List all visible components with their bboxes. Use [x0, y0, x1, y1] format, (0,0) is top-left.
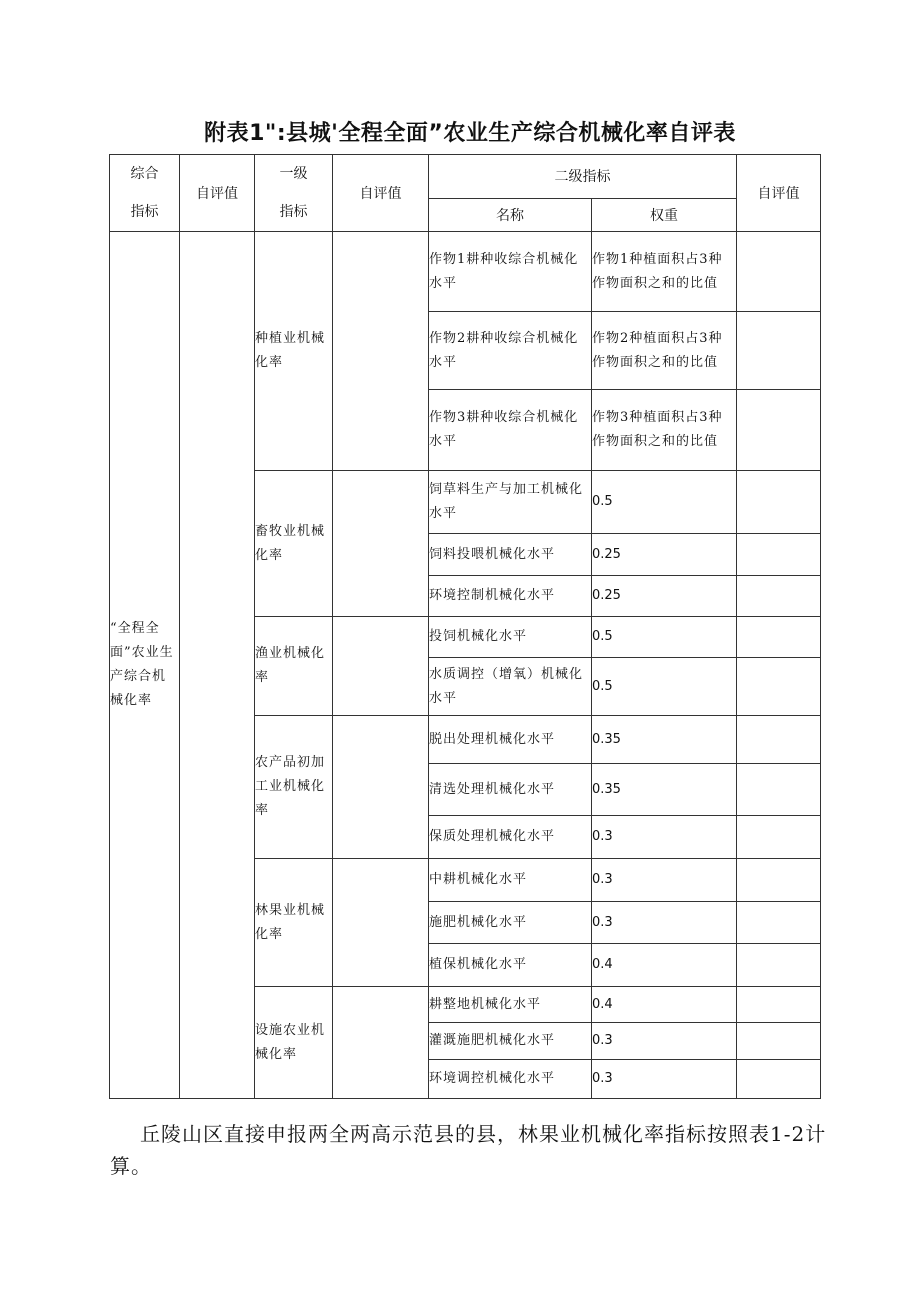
level2-weight-cell: 0.35: [592, 764, 737, 816]
level1-self-eval-cell[interactable]: [333, 859, 429, 987]
level2-name-cell: 施肥机械化水平: [429, 902, 592, 944]
level2-name-cell: 投饲机械化水平: [429, 617, 592, 658]
level2-name-cell: 保质处理机械化水平: [429, 816, 592, 859]
level2-name-cell: 饲料投喂机械化水平: [429, 534, 592, 576]
composite-indicator-cell: “全程全面”农业生产综合机械化率: [110, 232, 180, 1099]
header-name: 名称: [429, 198, 592, 231]
level2-weight-cell: 0.25: [592, 576, 737, 617]
level2-weight-cell: 作物1种植面积占3种作物面积之和的比值: [592, 232, 737, 312]
level2-name-cell: 植保机械化水平: [429, 944, 592, 987]
level1-name-cell: 农产品初加工业机械化率: [255, 716, 333, 859]
level2-weight-cell: 0.35: [592, 716, 737, 764]
footnote-paragraph: 丘陵山区直接申报两全两高示范县的县，林果业机械化率指标按照表1-2计算。: [110, 1122, 827, 1178]
level2-weight-cell: 作物2种植面积占3种作物面积之和的比值: [592, 312, 737, 390]
header-self-eval-level2: 自评值: [737, 155, 821, 232]
level1-name-cell: 渔业机械化率: [255, 617, 333, 716]
level2-self-eval-cell[interactable]: [737, 944, 821, 987]
level2-name-cell: 作物2耕种收综合机械化水平: [429, 312, 592, 390]
level2-self-eval-cell[interactable]: [737, 987, 821, 1023]
level1-self-eval-cell[interactable]: [333, 987, 429, 1099]
level2-weight-cell: 0.3: [592, 902, 737, 944]
level1-name-cell: 畜牧业机械化率: [255, 471, 333, 617]
level1-self-eval-cell[interactable]: [333, 716, 429, 859]
level2-name-cell: 作物1耕种收综合机械化水平: [429, 232, 592, 312]
composite-self-eval-cell[interactable]: [180, 232, 255, 1099]
level2-self-eval-cell[interactable]: [737, 658, 821, 716]
level2-weight-cell: 0.3: [592, 816, 737, 859]
level1-self-eval-cell[interactable]: [333, 471, 429, 617]
level1-name-cell: 林果业机械化率: [255, 859, 333, 987]
table-row: [110, 232, 821, 312]
level2-self-eval-cell[interactable]: [737, 859, 821, 902]
level2-name-cell: 灌溉施肥机械化水平: [429, 1023, 592, 1060]
level2-name-cell: 水质调控（增氧）机械化水平: [429, 658, 592, 716]
header-composite-indicator: 综合 指标: [110, 155, 180, 232]
header-weight: 权重: [592, 198, 737, 231]
level2-weight-cell: 0.25: [592, 534, 737, 576]
page-title: 附表1":县城'全程全面”农业生产综合机械化率自评表: [204, 121, 736, 146]
header-self-eval-level1: 自评值: [333, 155, 429, 232]
level1-self-eval-cell[interactable]: [333, 617, 429, 716]
level2-weight-cell: 0.4: [592, 944, 737, 987]
level2-self-eval-cell[interactable]: [737, 1060, 821, 1099]
level2-weight-cell: 0.5: [592, 471, 737, 534]
level1-name-cell: 设施农业机械化率: [255, 987, 333, 1099]
level2-weight-cell: 0.3: [592, 1023, 737, 1060]
level2-name-cell: 作物3耕种收综合机械化水平: [429, 390, 592, 471]
header-self-eval-composite: 自评值: [180, 155, 255, 232]
level2-name-cell: 脱出处理机械化水平: [429, 716, 592, 764]
level2-self-eval-cell[interactable]: [737, 716, 821, 764]
level2-name-cell: 耕整地机械化水平: [429, 987, 592, 1023]
level2-self-eval-cell[interactable]: [737, 471, 821, 534]
level2-name-cell: 环境控制机械化水平: [429, 576, 592, 617]
level2-self-eval-cell[interactable]: [737, 902, 821, 944]
level2-self-eval-cell[interactable]: [737, 534, 821, 576]
level2-self-eval-cell[interactable]: [737, 312, 821, 390]
level2-weight-cell: 0.3: [592, 1060, 737, 1099]
level1-name-cell: 种植业机械化率: [255, 232, 333, 471]
level2-self-eval-cell[interactable]: [737, 576, 821, 617]
level2-weight-cell: 0.3: [592, 859, 737, 902]
level2-self-eval-cell[interactable]: [737, 617, 821, 658]
level2-name-cell: 中耕机械化水平: [429, 859, 592, 902]
level2-self-eval-cell[interactable]: [737, 1023, 821, 1060]
level2-name-cell: 环境调控机械化水平: [429, 1060, 592, 1099]
level2-self-eval-cell[interactable]: [737, 764, 821, 816]
level2-name-cell: 饲草料生产与加工机械化水平: [429, 471, 592, 534]
self-assessment-table: [109, 154, 821, 1099]
level2-weight-cell: 0.5: [592, 617, 737, 658]
level1-self-eval-cell[interactable]: [333, 232, 429, 471]
level2-weight-cell: 0.5: [592, 658, 737, 716]
level2-self-eval-cell[interactable]: [737, 816, 821, 859]
level2-name-cell: 清选处理机械化水平: [429, 764, 592, 816]
level2-weight-cell: 作物3种植面积占3种作物面积之和的比值: [592, 390, 737, 471]
level2-weight-cell: 0.4: [592, 987, 737, 1023]
header-level2-indicator: 二级指标: [429, 155, 737, 199]
level2-self-eval-cell[interactable]: [737, 232, 821, 312]
level2-self-eval-cell[interactable]: [737, 390, 821, 471]
header-level1-indicator: 一级 指标: [255, 155, 333, 232]
